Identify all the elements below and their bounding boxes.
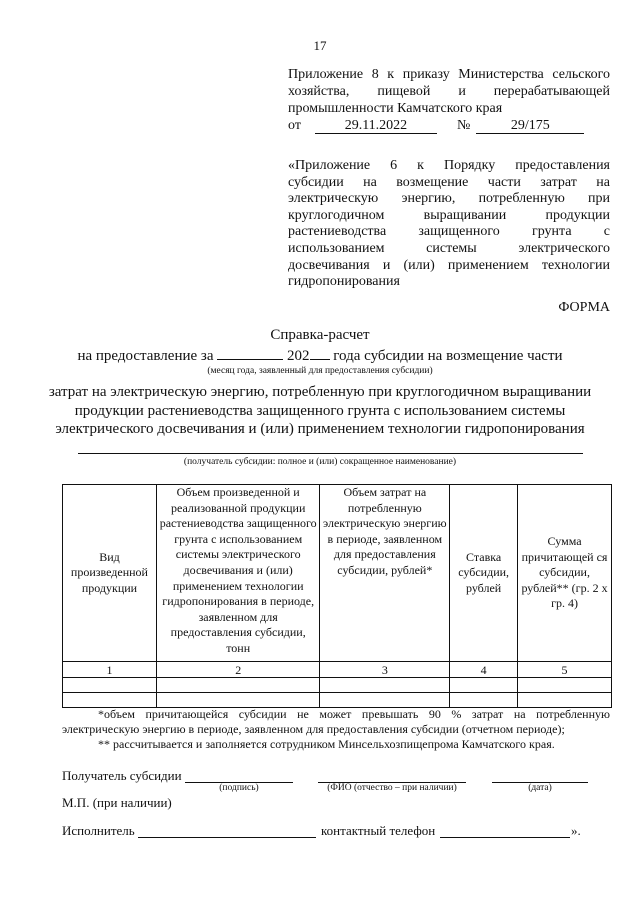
table-row [63,678,612,693]
quote-line: досвечивания и (или) применением технологии [288,257,610,273]
page-number: 17 [313,38,327,53]
recipient-line [78,452,583,454]
order-date: 29.11.2022 [315,118,437,134]
period-text-c: года субсидии на возмещение части [333,348,563,364]
quote-line: круглогодичном выращивании продукции [288,207,610,223]
appendix-quote [288,158,610,291]
recipient-hint: (получатель субсидии: полное и (или) сокращенное наименование) [183,457,457,467]
col-number: 4 [450,662,518,678]
quote-line: «Приложение 6 к Порядку предоставления [288,158,610,173]
title-body-line: электрического досвечивания и (или) применением технологии гидропонирования [55,421,585,437]
title-body-line: продукции растениеводства защищенного грунта с использованием системы [74,402,566,419]
doc-title-period [0,347,640,365]
table-cell[interactable] [518,678,612,693]
caption-fio: (ФИО (отчество – при наличии) [327,783,457,793]
table-number-row [63,662,612,678]
col-header-volume: Объем произведенной и реализованной продукции растениеводства защищенного грунта с использованием системы электрического досвечивания и (или) применением технологии гидропонирования в периоде, заявленном для предоставления субсидии, тонн [156,485,320,662]
date-prefix: от [288,118,301,133]
order-header [288,66,610,134]
table-header-row [63,485,612,662]
year-prefix: 202 [287,348,310,364]
col-number: 2 [156,662,320,678]
title-body [30,383,610,439]
table-cell[interactable] [518,693,612,708]
table-row [63,693,612,708]
footnotes [62,707,610,752]
quote-line: гидропонирования [288,274,400,290]
title-body-line: затрат на электрическую энергию, потребленную при круглогодичном выращивании [48,384,592,400]
col-number: 3 [320,662,450,678]
quote-line: электрическую энергию, потребленную при [288,191,610,207]
executor-line[interactable] [138,836,316,838]
col-number: 5 [518,662,612,678]
col-number: 1 [63,662,157,678]
col-header-product: Вид произведенной продукции [63,485,157,662]
period-hint: (месяц года, заявленный для предоставления субсидии) [207,366,433,376]
table-cell[interactable] [450,678,518,693]
table-cell[interactable] [320,693,450,708]
phone-label: контактный телефон [321,823,436,838]
year-blank [310,347,330,360]
header-line-3: промышленности Камчатского края [288,101,503,116]
header-line-1: Приложение 8 к приказу Министерства сельского [288,67,610,82]
order-number: 29/175 [476,118,584,134]
calculation-table [62,484,612,708]
caption-signature: (подпись) [219,783,259,793]
col-header-rate: Ставка субсидии, рублей [450,485,518,662]
order-date-number [288,117,610,134]
table-cell[interactable] [63,693,157,708]
month-blank [217,347,283,360]
table-cell[interactable] [450,693,518,708]
number-prefix: № [456,118,471,133]
period-text-a: на предоставление за [77,348,214,364]
doc-title: Справка-расчет [270,327,370,343]
quote-line: субсидии на возмещение части затрат на [288,174,610,190]
caption-date: (дата) [528,783,552,793]
table-cell[interactable] [156,678,320,693]
col-header-amount: Сумма причитающей ся субсидии, рублей** (гр. 2 х гр. 4) [518,485,612,662]
footnote-1: *объем причитающейся субсидии не может превышать 90 % затрат на потребленную электрическую энергию в периоде, заявленном для предоставления субсидии (отчетном периоде); [62,707,610,736]
closing-quote: ». [571,823,581,838]
seal-label: М.П. (при наличии) [62,795,172,810]
footnote-2: ** рассчитывается и заполняется сотрудником Минсельхозпищепрома Камчатского края. [98,737,555,751]
table-cell[interactable] [320,678,450,693]
header-line-2: хозяйства, пищевой и перерабатывающей [288,84,610,99]
quote-line: использованием системы электрического [288,240,610,256]
form-label: ФОРМА [558,300,610,315]
table-cell[interactable] [63,678,157,693]
executor-label: Исполнитель [62,823,135,838]
table-cell[interactable] [156,693,320,708]
col-header-costs: Объем затрат на потребленную электрическую энергию в периоде, заявленном для предоставления субсидии, рублей* [320,485,450,662]
phone-line[interactable] [440,836,570,838]
quote-line: растениеводства защищенного грунта с [288,224,610,240]
recipient-label: Получатель субсидии [62,768,182,783]
